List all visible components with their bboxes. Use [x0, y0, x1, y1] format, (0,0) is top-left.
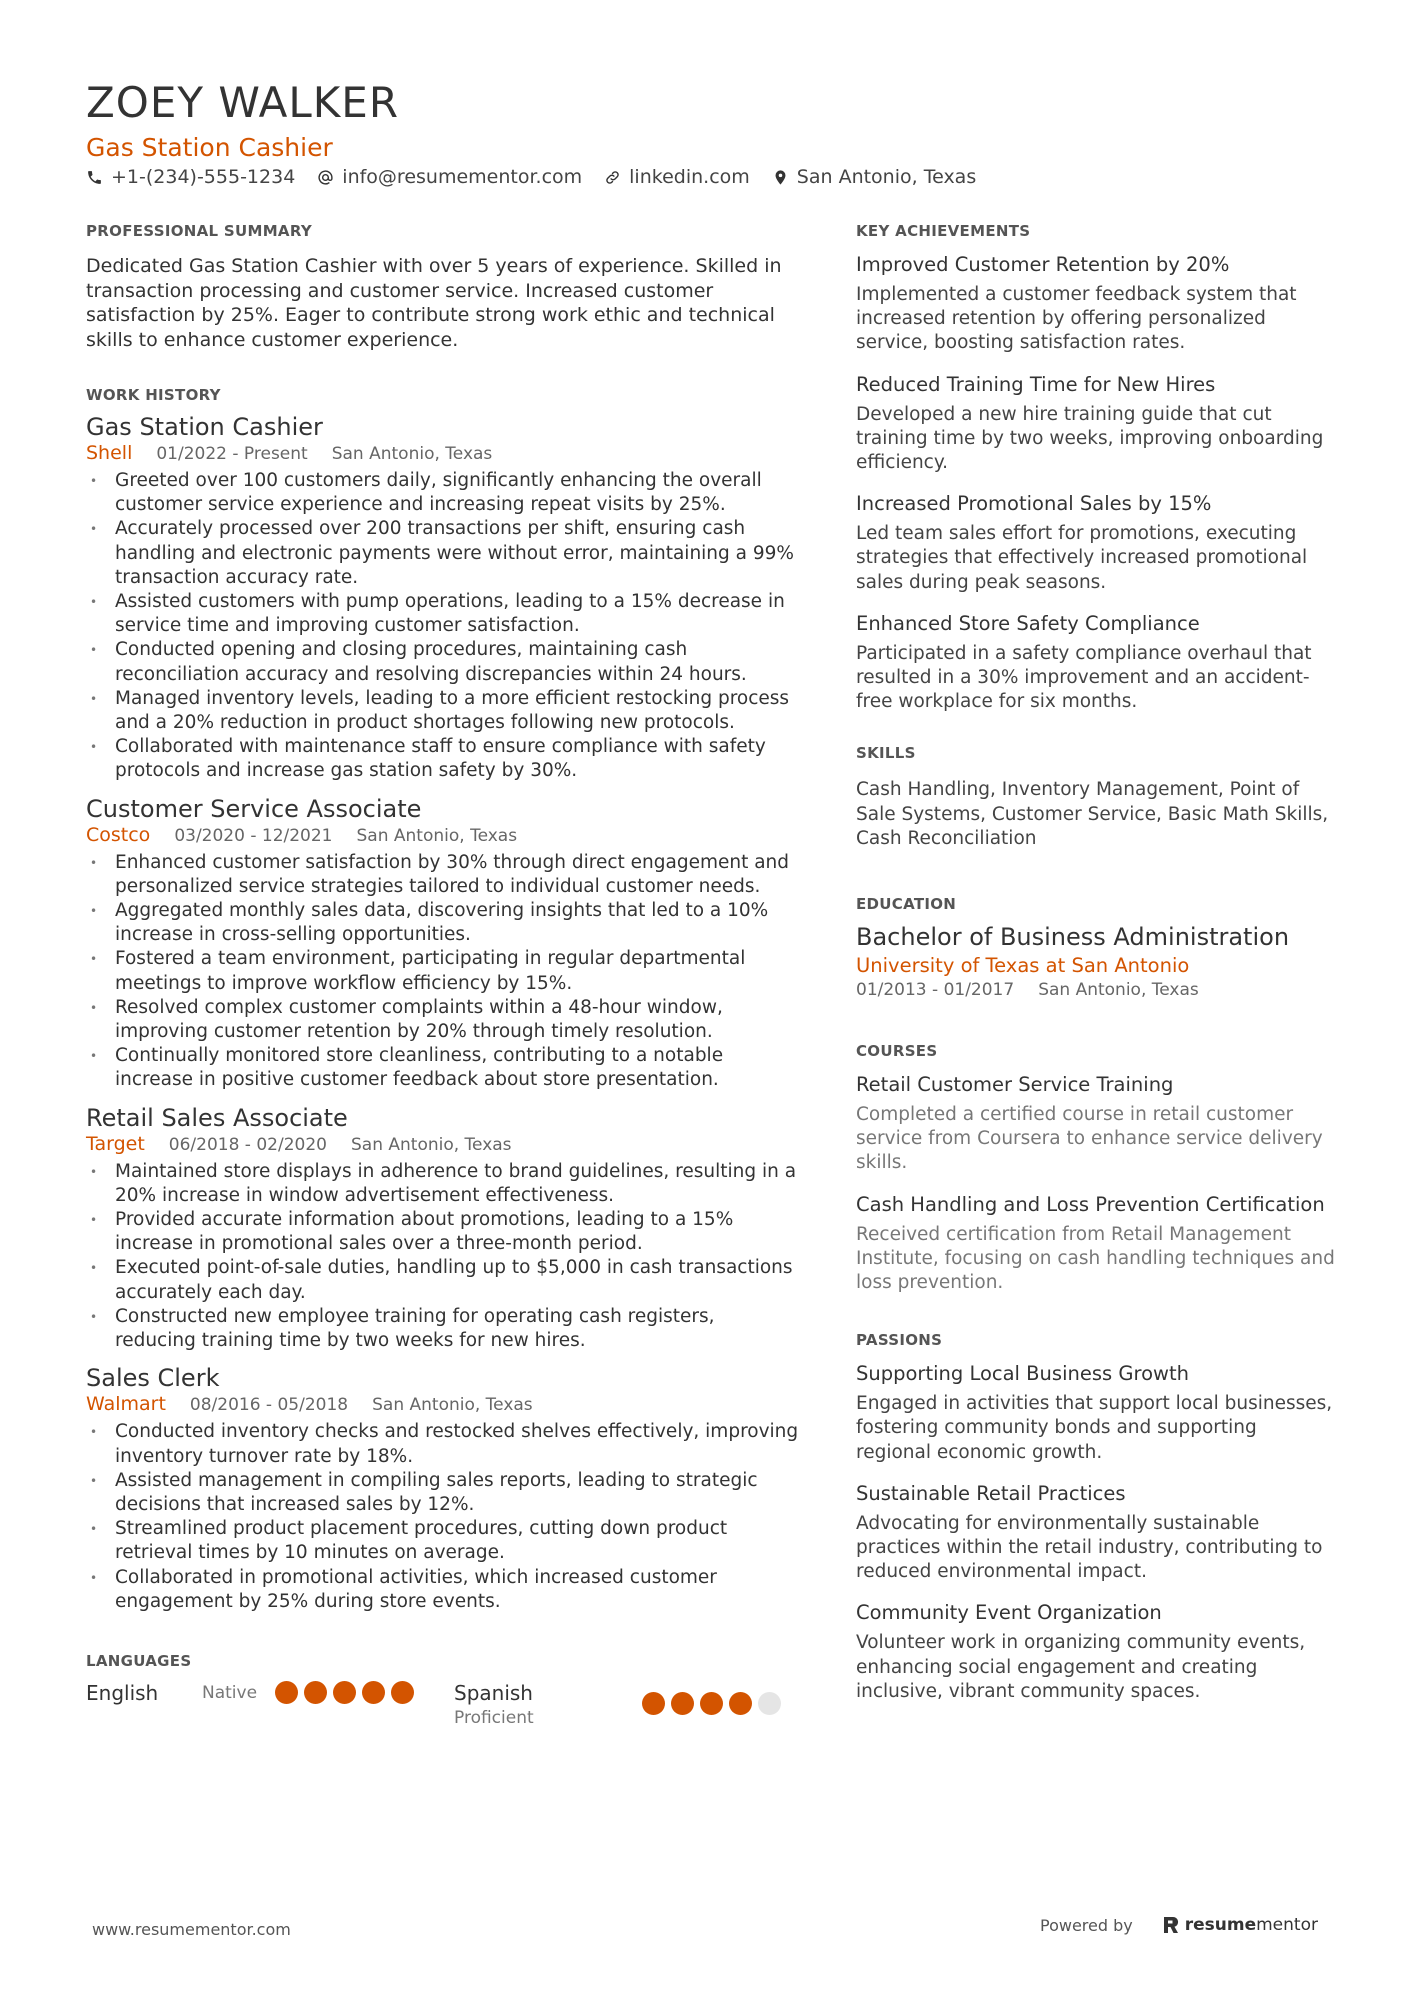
- job-bullet: • Aggregated monthly sales data, discovering insights that led to a 10% increase in cross-selling opportunities.: [86, 899, 801, 947]
- education-heading: EDUCATION: [856, 895, 957, 914]
- education-section: [856, 895, 1336, 1002]
- contact-bar: [86, 166, 998, 188]
- footer-branding: [1040, 1915, 1318, 1935]
- contact-location: [772, 166, 976, 188]
- resumementor-logo-icon: [1163, 1916, 1179, 1934]
- logo-text-bold: resume: [1184, 1915, 1257, 1935]
- job-meta: [86, 823, 801, 848]
- course-title: Cash Handling and Loss Prevention Certification: [856, 1192, 1325, 1216]
- rating-dot-filled: [275, 1681, 298, 1704]
- rating-dot-filled: [729, 1692, 752, 1715]
- location-text: San Antonio, Texas: [796, 166, 977, 188]
- rating-dot-filled: [642, 1692, 665, 1715]
- passion-desc: Volunteer work in organizing community events, enhancing social engagement and creating inclusive, vibrant community spaces.: [856, 1632, 1306, 1702]
- education-degree: Bachelor of Business Administration: [856, 923, 1290, 952]
- left-column: [86, 222, 801, 1730]
- passions-section: [856, 1331, 1336, 1704]
- job-bullet: • Accurately processed over 200 transactions per shift, ensuring cash handling and electronic payments were without error, maintaining a 99% transaction accuracy rate.: [86, 517, 801, 590]
- language-text-stack: [454, 1680, 642, 1730]
- achievement-title: Increased Promotional Sales by 15%: [856, 492, 1212, 516]
- summary-section: [86, 222, 801, 352]
- job-title: Retail Sales Associate: [86, 1103, 348, 1132]
- rating-dot-empty: [758, 1692, 781, 1715]
- job-location: San Antonio, Texas: [372, 1395, 533, 1416]
- job-bullet: • Fostered a team environment, participating in regular departmental meetings to improve workflow efficiency by 15%.: [86, 947, 801, 995]
- skills-heading: SKILLS: [856, 744, 916, 763]
- job-location: San Antonio, Texas: [356, 825, 518, 846]
- job-bullet: • Constructed new employee training for operating cash registers, reducing training time by two weeks for new hires.: [86, 1305, 801, 1353]
- phone-icon: [86, 169, 103, 186]
- job-entry: [86, 1363, 801, 1614]
- location-pin-icon: [772, 169, 789, 186]
- achievement-desc: Developed a new hire training guide that cut training time by two weeks, improving onboarding efficiency.: [856, 403, 1324, 474]
- course-item: [856, 1072, 1336, 1176]
- job-bullet: • Collaborated in promotional activities, which increased customer engagement by 25% during store events.: [86, 1566, 801, 1614]
- job-bullet: • Assisted customers with pump operations, leading to a 15% decrease in service time and improving customer satisfaction.: [86, 590, 801, 638]
- job-title: Gas Station Cashier: [86, 413, 323, 441]
- job-location: San Antonio, Texas: [331, 444, 493, 464]
- job-bullet: • Provided accurate information about promotions, leading to a 15% increase in promotional sales over a three-month period.: [86, 1208, 801, 1256]
- course-desc: Completed a certified course in retail customer service from Coursera to enhance service delivery skills.: [856, 1104, 1323, 1174]
- job-meta: [86, 1392, 801, 1417]
- language-rating: [642, 1692, 787, 1715]
- language-level: Native: [202, 1682, 258, 1703]
- job-bullets: [86, 851, 801, 1093]
- courses-heading: COURSES: [856, 1042, 938, 1061]
- job-dates: 06/2018 - 02/2020: [168, 1134, 327, 1155]
- contact-email[interactable]: [317, 166, 582, 188]
- language-english: [86, 1680, 420, 1706]
- job-bullet: • Greeted over 100 customers daily, significantly enhancing the overall customer service experience and increasing repeat visits by 25%.: [86, 469, 801, 517]
- language-name: Spanish: [454, 1680, 533, 1705]
- achievement-title: Enhanced Store Safety Compliance: [856, 611, 1200, 635]
- job-bullets: [86, 1160, 801, 1354]
- courses-section: [856, 1042, 1336, 1295]
- job-bullet: • Collaborated with maintenance staff to ensure compliance with safety protocols and increase gas station safety by 30%.: [86, 735, 801, 783]
- languages-heading: LANGUAGES: [86, 1651, 192, 1670]
- right-column: [856, 222, 1336, 1720]
- languages-row: [86, 1680, 801, 1730]
- course-desc: Received certification from Retail Management Institute, focusing on cash handling techniques and loss prevention.: [856, 1223, 1335, 1294]
- rating-dot-filled: [362, 1681, 385, 1704]
- course-item: [856, 1192, 1336, 1296]
- job-meta: [86, 1132, 801, 1157]
- passion-item: [856, 1361, 1336, 1465]
- job-entry: [86, 1103, 801, 1354]
- linkedin-text[interactable]: linkedin.com: [629, 166, 750, 188]
- passions-heading: PASSIONS: [856, 1331, 943, 1350]
- achievement-item: [856, 491, 1336, 595]
- resumementor-logo[interactable]: [1163, 1915, 1318, 1935]
- rating-dot-filled: [304, 1681, 327, 1704]
- education-dates: 01/2013 - 01/2017: [856, 980, 1015, 1001]
- passion-item: [856, 1600, 1336, 1704]
- job-dates: 03/2020 - 12/2021: [174, 825, 333, 846]
- logo-text-light: mentor: [1256, 1915, 1318, 1935]
- powered-by-text: Powered by: [1040, 1915, 1133, 1935]
- job-bullet: • Streamlined product placement procedures, cutting down product retrieval times by 10 minutes on average.: [86, 1517, 801, 1565]
- job-company: Walmart: [86, 1393, 166, 1416]
- language-rating: [275, 1681, 420, 1704]
- at-icon: [317, 169, 334, 186]
- skills-section: [856, 744, 1336, 851]
- job-bullet: • Executed point-of-sale duties, handling up to $5,000 in cash transactions accurately each day.: [86, 1256, 801, 1304]
- footer-website[interactable]: www.resumementor.com: [92, 1920, 291, 1939]
- rating-dot-filled: [671, 1692, 694, 1715]
- candidate-role: Gas Station Cashier: [86, 133, 333, 162]
- language-spanish: [454, 1680, 787, 1730]
- language-name: English: [86, 1680, 159, 1705]
- job-bullet: • Conducted opening and closing procedures, maintaining cash reconciliation accuracy and resolving discrepancies within 24 hours.: [86, 638, 801, 686]
- job-location: San Antonio, Texas: [350, 1134, 512, 1155]
- phone-text: +1-(234)-555-1234: [111, 166, 296, 188]
- email-text[interactable]: info@resumementor.com: [342, 166, 583, 188]
- job-entry: [86, 794, 801, 1093]
- job-bullet: • Assisted management in compiling sales reports, leading to strategic decisions that increased sales by 12%.: [86, 1469, 801, 1517]
- rating-dot-filled: [333, 1681, 356, 1704]
- job-entry: [86, 412, 801, 784]
- education-meta: [856, 978, 1336, 1002]
- job-meta: [86, 441, 801, 466]
- job-title: Customer Service Associate: [86, 794, 422, 823]
- rating-dot-filled: [700, 1692, 723, 1715]
- achievement-item: [856, 372, 1336, 476]
- achievements-section: [856, 222, 1336, 714]
- candidate-name: ZOEY WALKER: [86, 78, 399, 127]
- job-bullet: • Managed inventory levels, leading to a more efficient restocking process and a 20% reduction in product shortages following new protocols.: [86, 687, 801, 735]
- summary-heading: PROFESSIONAL SUMMARY: [86, 222, 313, 240]
- job-dates: 08/2016 - 05/2018: [189, 1395, 349, 1416]
- work-history-heading: WORK HISTORY: [86, 386, 221, 404]
- achievement-item: [856, 611, 1336, 715]
- passion-item: [856, 1481, 1336, 1585]
- job-bullet: • Enhanced customer satisfaction by 30% through direct engagement and personalized service strategies tailored to individual customer needs.: [86, 851, 801, 899]
- rating-dot-filled: [391, 1681, 414, 1704]
- job-company: Shell: [86, 442, 133, 464]
- achievements-heading: KEY ACHIEVEMENTS: [856, 222, 1031, 240]
- language-level: Proficient: [454, 1707, 534, 1728]
- achievement-desc: Led team sales effort for promotions, executing strategies that effectively increased promotional sales during peak seasons.: [856, 523, 1308, 593]
- job-company: Costco: [86, 823, 151, 846]
- job-bullets: [86, 1420, 801, 1614]
- passion-title: Sustainable Retail Practices: [856, 1481, 1126, 1505]
- course-title: Retail Customer Service Training: [856, 1073, 1174, 1097]
- job-company: Target: [86, 1132, 145, 1155]
- achievement-title: Reduced Training Time for New Hires: [856, 372, 1216, 396]
- achievement-desc: Participated in a safety compliance overhaul that resulted in a 30% improvement and an accident-free workplace for six months.: [856, 642, 1312, 713]
- skills-text: Cash Handling, Inventory Management, Point of Sale Systems, Customer Service, Basic Math Skills, Cash Reconciliation: [856, 779, 1329, 849]
- passion-desc: Engaged in activities that support local businesses, fostering community bonds and supporting regional economic growth.: [856, 1393, 1333, 1463]
- achievement-title: Improved Customer Retention by 20%: [856, 253, 1230, 276]
- job-title: Sales Clerk: [86, 1364, 220, 1393]
- job-bullet: • Conducted inventory checks and restocked shelves effectively, improving inventory turnover rate by 18%.: [86, 1420, 801, 1468]
- link-icon: [604, 169, 621, 186]
- job-bullet: • Continually monitored store cleanliness, contributing to a notable increase in positive customer feedback about store presentation.: [86, 1044, 801, 1092]
- job-bullets: [86, 469, 801, 784]
- passion-desc: Advocating for environmentally sustainable practices within the retail industry, contributing to reduced environmental impact.: [856, 1512, 1323, 1583]
- achievement-desc: Implemented a customer feedback system that increased retention by offering personalized service, boosting satisfaction rates.: [856, 284, 1297, 354]
- contact-phone: [86, 166, 295, 188]
- job-bullet: • Maintained store displays in adherence to brand guidelines, resulting in a 20% increase in window advertisement effectiveness.: [86, 1160, 801, 1208]
- passion-title: Community Event Organization: [856, 1601, 1162, 1625]
- contact-linkedin[interactable]: [604, 166, 750, 188]
- work-history-section: [86, 386, 801, 1614]
- job-bullet: • Resolved complex customer complaints within a 48-hour window, improving customer retention by 20% through timely resolution.: [86, 996, 801, 1044]
- languages-section: [86, 1652, 801, 1730]
- education-school: University of Texas at San Antonio: [856, 954, 1190, 978]
- achievement-item: [856, 252, 1336, 356]
- job-dates: 01/2022 - Present: [156, 444, 308, 464]
- education-location: San Antonio, Texas: [1038, 980, 1199, 1001]
- summary-text: Dedicated Gas Station Cashier with over 5 years of experience. Skilled in transaction processing and customer service. Increased customer satisfaction by 25%. Eager to contribute strong work ethic and technical skills to enhance customer experience.: [86, 255, 782, 351]
- passion-title: Supporting Local Business Growth: [856, 1362, 1189, 1386]
